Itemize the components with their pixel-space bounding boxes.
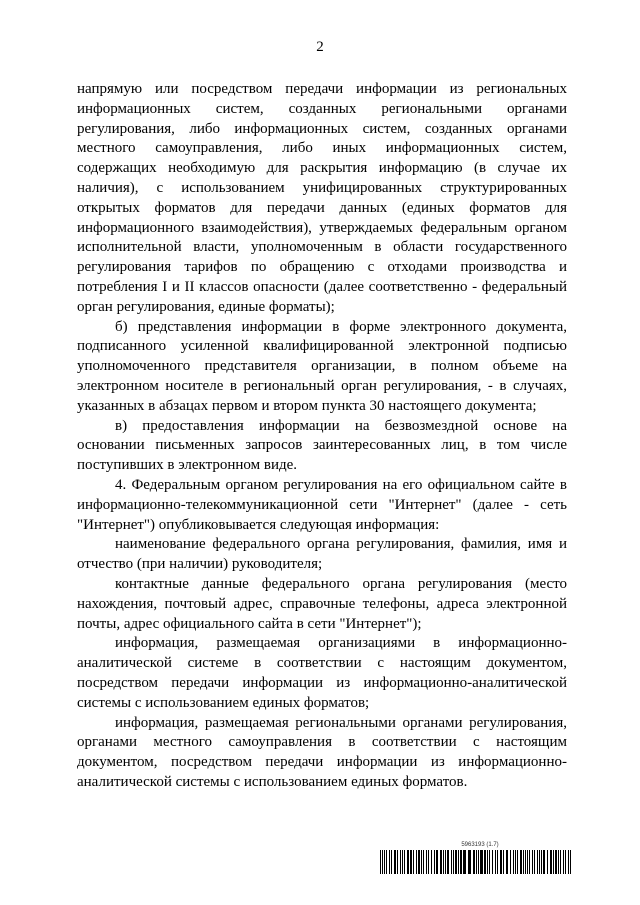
paragraph: б) представления информации в форме электронного документа, подписанного усиленной квалифицированной электронной подписью уполномоченного представителя организации, в полном объеме на электронном носителе в региональный орган регулирования, - в случаях, указанных в абзацах первом и втором пункта 30 настоящего документа; <box>77 318 567 414</box>
paragraph: напрямую или посредством передачи информации из региональных информационных систем, созданных региональными органами регулирования, либо информационных систем, созданных органами местного самоуправления, либо иных информационных систем, содержащих необходимую для раскрытия информацию (в случае их наличия), с использованием унифицированных структурированных открытых форматов для передачи данных (единых форматов для информационного взаимодействия), утверждаемых федеральным органом исполнительной власти, уполномоченным в области государственного регулирования тарифов по обращению с отходами производства и потребления I и II классов опасности (далее соответственно - федеральный орган регулирования, единые форматы); <box>77 81 567 315</box>
barcode-image <box>380 850 572 874</box>
paragraph: контактные данные федерального органа регулирования (место нахождения, почтовый адрес, справочные телефоны, адреса электронной почты, адрес официального сайта в сети "Интернет"); <box>77 575 567 632</box>
paragraph: информация, размещаемая региональными органами регулирования, органами местного самоуправления в соответствии с настоящим документом, посредством передачи информации из информационно-аналитической системы с использованием единых форматов. <box>77 714 567 790</box>
document-body <box>77 80 567 793</box>
paragraph: наименование федерального органа регулирования, фамилия, имя и отчество (при наличии) руководителя; <box>77 536 567 573</box>
barcode-caption: 5963193 (1.7) <box>461 842 499 848</box>
paragraph: информация, размещаемая организациями в информационно-аналитической системе в соответствии с настоящим документом, посредством передачи информации из информационно-аналитической системы с использованием единых форматов; <box>77 635 567 711</box>
barcode-block <box>380 842 572 874</box>
paragraph: 4. Федеральным органом регулирования на его официальном сайте в информационно-телекоммуникационной сети "Интернет" (далее - сеть "Интернет") опубликовывается следующая информация: <box>77 476 567 533</box>
page-number: 2 <box>316 39 324 55</box>
paragraph: в) предоставления информации на безвозмездной основе на основании письменных запросов заинтересованных лиц, в том числе поступивших в электронном виде. <box>77 417 567 474</box>
